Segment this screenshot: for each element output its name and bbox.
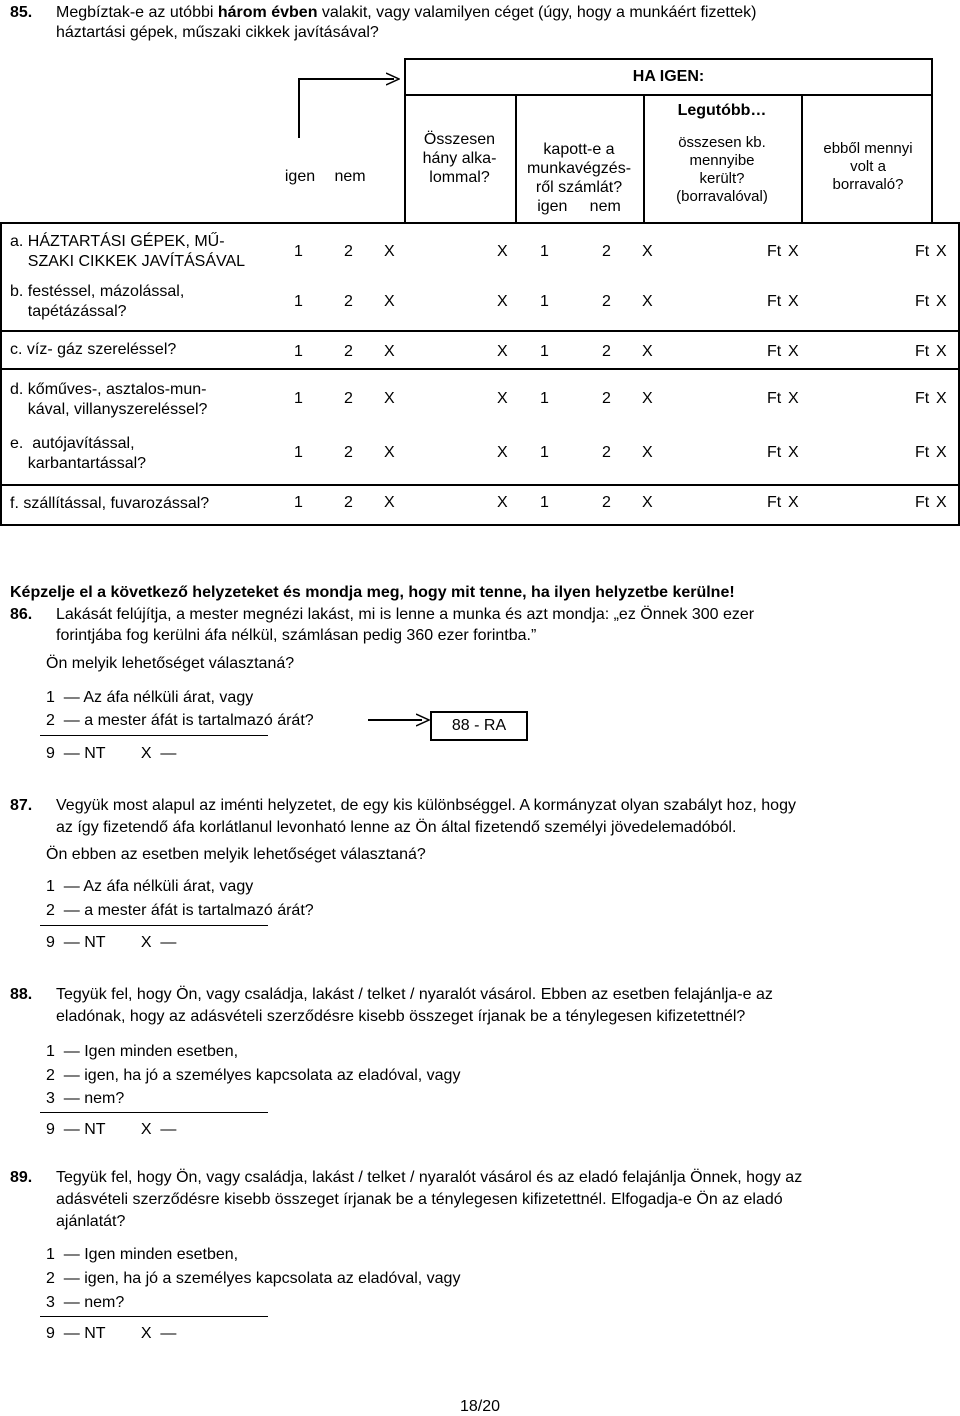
kapott-l2: munkavégzés- <box>526 160 632 177</box>
q87-option-1[interactable]: 1 — Az áfa nélküli árat, vagy <box>46 878 254 895</box>
code-nem-2-row-d[interactable]: 2 <box>344 390 353 407</box>
q88-text-l2: eladónak, hogy az adásvételi szerződésre kisebb összeget írjanak be a ténylegesen kifizetettnél? <box>56 1008 746 1025</box>
q86-text-l3: Ön melyik lehetőséget választaná? <box>46 655 295 672</box>
grid-sep-1 <box>0 330 960 332</box>
arrow-head-icon <box>386 72 400 86</box>
code-x-b-row-d[interactable]: X <box>497 390 508 407</box>
q88-option-1[interactable]: 1 — Igen minden esetben, <box>46 1043 239 1060</box>
code-x-b-row-b[interactable]: X <box>497 293 508 310</box>
q89-text-l1: Tegyük fel, hogy Ön, vagy családja, lakást / telket / nyaralót vásárol és az eladó felajánlja Önnek, hogy az <box>56 1169 803 1186</box>
row-e-l2: karbantartással? <box>10 455 147 472</box>
osszkb-l2: mennyibe <box>689 152 755 169</box>
q87-option-9[interactable]: 9 — NT X — <box>46 934 177 951</box>
code-nem-2-row-e[interactable]: 2 <box>344 444 353 461</box>
q86-text-l1: Lakását felújítja, a mester megnézi lakást, mi is lenne a munka és azt mondja: „ez Önnek 300 ezer <box>56 606 755 623</box>
q87-text-l1: Vegyük most alapul az iménti helyzetet, de egy kis különbséggel. A kormányzat olyan szabályt hoz, hogy <box>56 797 796 814</box>
q86-option-2[interactable]: 2 — a mester áfát is tartalmazó árát? <box>46 712 314 729</box>
osszesen-l3: lommal? <box>429 169 490 186</box>
row-f-l1: f. szállítással, fuvarozással? <box>10 495 210 512</box>
row-d-l2: kával, villanyszereléssel? <box>10 401 208 418</box>
header-osszesen <box>404 130 515 187</box>
q85-text-pre: Megbíztak-e az utóbbi <box>56 4 218 21</box>
page-number: 18/20 <box>459 1398 501 1415</box>
row-d-l1: d. kőműves-, asztalos-mun- <box>10 381 207 398</box>
code-igen-1-row-e[interactable]: 1 <box>294 444 303 461</box>
header-osszesen-kb <box>643 134 801 206</box>
code-x-d-row-d[interactable]: X <box>788 390 799 407</box>
q87-option-2[interactable]: 2 — a mester áfát is tartalmazó árát? <box>46 902 314 919</box>
code-x-a-row-c[interactable]: X <box>384 343 395 360</box>
row-b-l2: tapétázással? <box>10 303 127 320</box>
q86-text-l2: forintjába fog kerülni áfa nélkül, számlásan pedig 360 ezer forintba.” <box>56 627 537 644</box>
arrow-line <box>298 78 394 80</box>
code-x-d-row-c[interactable]: X <box>788 343 799 360</box>
code-x-c-row-c[interactable]: X <box>642 343 653 360</box>
osszkb-l1: összesen kb. <box>678 134 766 151</box>
row-label-c <box>10 340 176 360</box>
skip-arrow-line <box>368 719 422 721</box>
code-ft-osszes-row-f[interactable]: Ft <box>767 494 782 511</box>
code-igen-1-row-d[interactable]: 1 <box>294 390 303 407</box>
q89-text-l2: adásvételi szerződésre kisebb összeget írjanak be a ténylegesen kifizetettnél. Elfogadja-e Ön az eladó <box>56 1191 783 1208</box>
skip-arrow-icon <box>416 713 430 727</box>
row-label-a <box>10 232 245 272</box>
code-igen-1-row-c[interactable]: 1 <box>294 343 303 360</box>
header-igen: igen <box>284 168 316 185</box>
q87-number: 87. <box>10 797 33 814</box>
code-x-e-row-b[interactable]: X <box>936 293 947 310</box>
q85-question-line2: háztartási gépek, műszaki cikkek javításával? <box>56 24 379 41</box>
code-igen-1-row-b[interactable]: 1 <box>294 293 303 310</box>
skip-88-ra-box: 88 - RA <box>430 711 528 741</box>
intro-text: Képzelje el a következő helyzeteket és mondja meg, hogy mit tenne, ha ilyen helyzetbe kerülne! <box>10 584 735 601</box>
code-szamla-igen-1-row-b[interactable]: 1 <box>540 293 549 310</box>
code-x-b-row-e[interactable]: X <box>497 444 508 461</box>
code-szamla-igen-1-row-c[interactable]: 1 <box>540 343 549 360</box>
code-szamla-igen-1-row-f[interactable]: 1 <box>540 494 549 511</box>
code-ft-osszes-row-c[interactable]: Ft <box>767 343 782 360</box>
q85-text-bold: három évben <box>217 4 318 21</box>
code-igen-1-row-a[interactable]: 1 <box>294 243 303 260</box>
header-divider <box>404 94 933 96</box>
row-a-l1: a. HÁZTARTÁSI GÉPEK, MŰ- <box>10 233 225 250</box>
code-nem-2-row-c[interactable]: 2 <box>344 343 353 360</box>
code-x-b-row-f[interactable]: X <box>497 494 508 511</box>
header-kapott <box>515 140 643 216</box>
code-x-c-row-d[interactable]: X <box>642 390 653 407</box>
q85-question-line1 <box>56 4 756 22</box>
ebbol-l3: borravaló? <box>832 176 904 193</box>
q85-number: 85. <box>10 4 33 21</box>
code-x-c-row-b[interactable]: X <box>642 293 653 310</box>
code-ft-borravalo-row-a[interactable]: Ft <box>915 243 930 260</box>
code-ft-borravalo-row-e[interactable]: Ft <box>915 444 930 461</box>
code-ft-osszes-row-d[interactable]: Ft <box>767 390 782 407</box>
grid-sep-2 <box>0 368 960 370</box>
code-ft-borravalo-row-d[interactable]: Ft <box>915 390 930 407</box>
code-ft-borravalo-row-c[interactable]: Ft <box>915 343 930 360</box>
code-x-e-row-d[interactable]: X <box>936 390 947 407</box>
q87-text-l3: Ön ebben az esetben melyik lehetőséget választaná? <box>46 846 426 863</box>
ha-igen-label: HA IGEN: <box>632 68 705 85</box>
row-c-l1: c. víz- gáz szereléssel? <box>10 341 177 358</box>
osszkb-l4: (borravalóval) <box>676 188 768 205</box>
q86-number: 86. <box>10 606 33 623</box>
q89-separator <box>40 1316 268 1317</box>
q89-number: 89. <box>10 1169 33 1186</box>
q88-option-2[interactable]: 2 — igen, ha jó a személyes kapcsolata az eladóval, vagy <box>46 1067 461 1084</box>
row-e-l1: e. autójavítással, <box>10 435 135 452</box>
code-ft-osszes-row-a[interactable]: Ft <box>767 243 782 260</box>
code-szamla-nem-2-row-a[interactable]: 2 <box>602 243 611 260</box>
ebbol-l2: volt a <box>850 158 886 175</box>
q86-option-1[interactable]: 1 — Az áfa nélküli árat, vagy <box>46 689 254 706</box>
osszkb-l3: került? <box>699 170 745 187</box>
q88-number: 88. <box>10 986 33 1003</box>
code-ft-borravalo-row-f[interactable]: Ft <box>915 494 930 511</box>
code-x-a-row-e[interactable]: X <box>384 444 395 461</box>
q88-text-l1: Tegyük fel, hogy Ön, vagy családja, lakást / telket / nyaralót vásárol. Ebben az esetben felajánlja-e az <box>56 986 773 1003</box>
code-x-e-row-e[interactable]: X <box>936 444 947 461</box>
code-ft-borravalo-row-b[interactable]: Ft <box>915 293 930 310</box>
code-szamla-nem-2-row-e[interactable]: 2 <box>602 444 611 461</box>
code-x-e-row-f[interactable]: X <box>936 494 947 511</box>
code-x-c-row-f[interactable]: X <box>642 494 653 511</box>
code-x-c-row-e[interactable]: X <box>642 444 653 461</box>
kapott-l1: kapott-e a <box>543 141 615 158</box>
q86-separator <box>40 735 268 736</box>
q89-text-l3: ajánlatát? <box>56 1213 126 1230</box>
q87-separator <box>40 925 268 926</box>
row-label-d <box>10 380 207 420</box>
code-x-d-row-b[interactable]: X <box>788 293 799 310</box>
code-szamla-nem-2-row-f[interactable]: 2 <box>602 494 611 511</box>
row-label-b <box>10 282 184 322</box>
header-nem: nem <box>334 168 366 185</box>
code-x-d-row-e[interactable]: X <box>788 444 799 461</box>
code-nem-2-row-a[interactable]: 2 <box>344 243 353 260</box>
arrow-stem <box>298 78 300 138</box>
q89-option-9[interactable]: 9 — NT X — <box>46 1325 177 1342</box>
code-ft-osszes-row-b[interactable]: Ft <box>767 293 782 310</box>
q88-separator <box>40 1112 268 1113</box>
code-x-d-row-f[interactable]: X <box>788 494 799 511</box>
row-label-e <box>10 434 146 474</box>
row-a-l2: SZAKI CIKKEK JAVÍTÁSÁVAL <box>10 253 246 270</box>
code-szamla-nem-2-row-c[interactable]: 2 <box>602 343 611 360</box>
q89-option-3[interactable]: 3 — nem? <box>46 1294 125 1311</box>
code-nem-2-row-f[interactable]: 2 <box>344 494 353 511</box>
code-szamla-igen-1-row-d[interactable]: 1 <box>540 390 549 407</box>
q88-option-3[interactable]: 3 — nem? <box>46 1090 125 1107</box>
header-ebbol <box>803 140 933 194</box>
kapott-l4: igen nem <box>537 198 621 215</box>
code-nem-2-row-b[interactable]: 2 <box>344 293 353 310</box>
q86-option-9[interactable]: 9 — NT X — <box>46 745 177 762</box>
osszesen-l1: Összesen <box>423 131 496 148</box>
code-x-b-row-a[interactable]: X <box>497 243 508 260</box>
row-label-f <box>10 494 209 514</box>
kapott-l3: ről számlát? <box>535 179 623 196</box>
code-x-a-row-d[interactable]: X <box>384 390 395 407</box>
code-x-e-row-c[interactable]: X <box>936 343 947 360</box>
code-szamla-igen-1-row-a[interactable]: 1 <box>540 243 549 260</box>
code-ft-osszes-row-e[interactable]: Ft <box>767 444 782 461</box>
code-x-c-row-a[interactable]: X <box>642 243 653 260</box>
q85-text-post: valakit, vagy valamilyen céget (úgy, hogy a munkáért fizettek) <box>317 4 757 21</box>
q88-option-9[interactable]: 9 — NT X — <box>46 1121 177 1138</box>
q89-option-1[interactable]: 1 — Igen minden esetben, <box>46 1246 239 1263</box>
code-x-b-row-c[interactable]: X <box>497 343 508 360</box>
q89-option-2[interactable]: 2 — igen, ha jó a személyes kapcsolata az eladóval, vagy <box>46 1270 461 1287</box>
ebbol-l1: ebből mennyi <box>823 140 913 157</box>
code-x-e-row-a[interactable]: X <box>936 243 947 260</box>
code-szamla-nem-2-row-b[interactable]: 2 <box>602 293 611 310</box>
code-szamla-nem-2-row-d[interactable]: 2 <box>602 390 611 407</box>
grid-sep-3 <box>0 484 960 486</box>
code-igen-1-row-f[interactable]: 1 <box>294 494 303 511</box>
legutobb-label: Legutóbb… <box>677 102 767 119</box>
code-x-a-row-b[interactable]: X <box>384 293 395 310</box>
code-x-a-row-f[interactable]: X <box>384 494 395 511</box>
code-szamla-igen-1-row-e[interactable]: 1 <box>540 444 549 461</box>
osszesen-l2: hány alka- <box>422 150 497 167</box>
row-b-l1: b. festéssel, mázolással, <box>10 283 185 300</box>
code-x-d-row-a[interactable]: X <box>788 243 799 260</box>
q87-text-l2: az így fizetendő áfa korlátlanul levonható lenne az Ön által fizetendő személyi jövedelemadóból. <box>56 819 737 836</box>
code-x-a-row-a[interactable]: X <box>384 243 395 260</box>
